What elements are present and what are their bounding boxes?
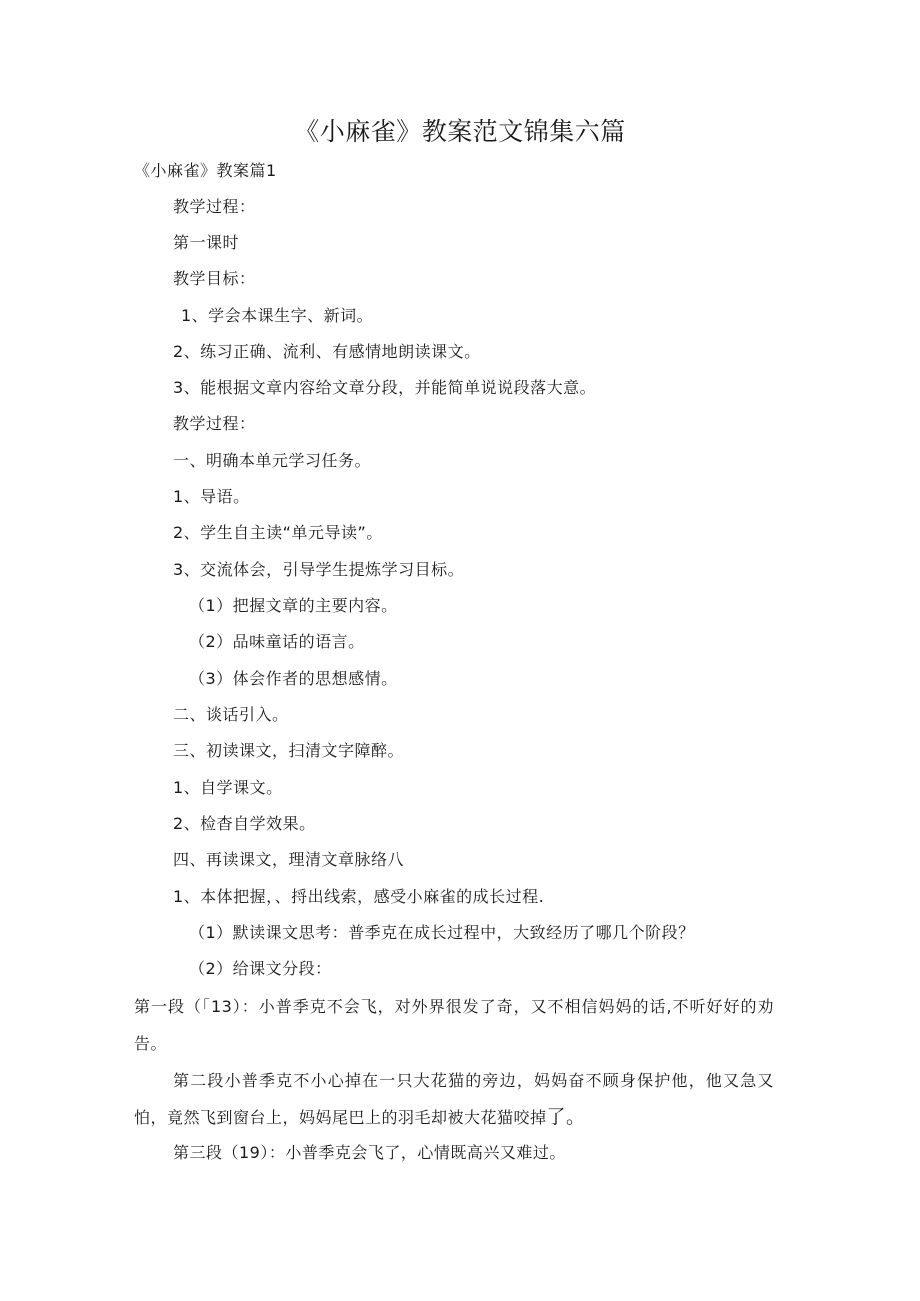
- text-line: 教学过程：: [173, 414, 256, 433]
- text-line: 一、明确本单元学习任务。: [173, 451, 372, 470]
- text-line: 三、初读课文，扫清文字障醉。: [173, 741, 405, 760]
- text-line: 2、学生自主读“单元导读”。: [173, 523, 383, 542]
- text-line: 3、交流体会，引导学生提炼学习目标。: [173, 560, 465, 579]
- text-line: 1、本体把握，、捋出线索，感受小麻雀的成长过程.: [173, 887, 545, 906]
- paragraph-stage-2: [134, 1062, 774, 1136]
- paragraph-text: 第二段小普季克不小心掉在一只大花猫的旁边，妈妈奋不顾身保护他，他又急又怕，竟然飞到窗台上，妈妈尾巴上的羽毛却被大花猫咬掉: [134, 1071, 774, 1127]
- text-line: （2）品味童话的语言。: [189, 632, 365, 651]
- paragraph-stage-1: [134, 988, 774, 1062]
- section-heading: 《小麻雀》教案篇1: [134, 161, 277, 180]
- text-line: 3、能根据文章内容给文章分段，并能简单说说段落大意。: [173, 378, 597, 397]
- text-line: （3）体会作者的思想感情。: [189, 669, 398, 688]
- text-line: 四、再读课文，理清文章脉络八: [173, 850, 405, 869]
- text-line: 1、学会本课生字、新词。: [181, 306, 374, 325]
- paragraph-tail: 了。: [546, 1106, 586, 1128]
- text-line: 2、练习正确、流利、有感情地朗读课文。: [173, 342, 481, 361]
- text-line: （2）给课文分段：: [189, 959, 332, 978]
- text-line: 二、谈话引入。: [173, 705, 289, 724]
- text-line: 2、检杳自学效果。: [173, 814, 316, 833]
- paragraph-text: 第一段（「13）：小普季克不会飞，对外界很发了奇，又不相信妈妈的话,不听好好的劝告。: [134, 997, 774, 1053]
- text-line: 1、导语。: [173, 487, 250, 506]
- document-title: 《小麻雀》教案范文锦集六篇: [294, 117, 626, 146]
- text-line: 第一课时: [173, 233, 240, 252]
- text-line: （1）把握文章的主要内容。: [189, 596, 398, 615]
- text-line: 教学过程：: [173, 197, 256, 216]
- text-line: 教学目标：: [173, 269, 256, 288]
- text-line: （1）默读课文思考：普季克在成长过程中，大致经历了哪几个阶段？: [189, 923, 695, 942]
- text-line: 1、自学课文。: [173, 778, 283, 797]
- paragraph-stage-3: 第三段（19）：小普季克会飞了，心情既高兴又难过。: [173, 1143, 566, 1162]
